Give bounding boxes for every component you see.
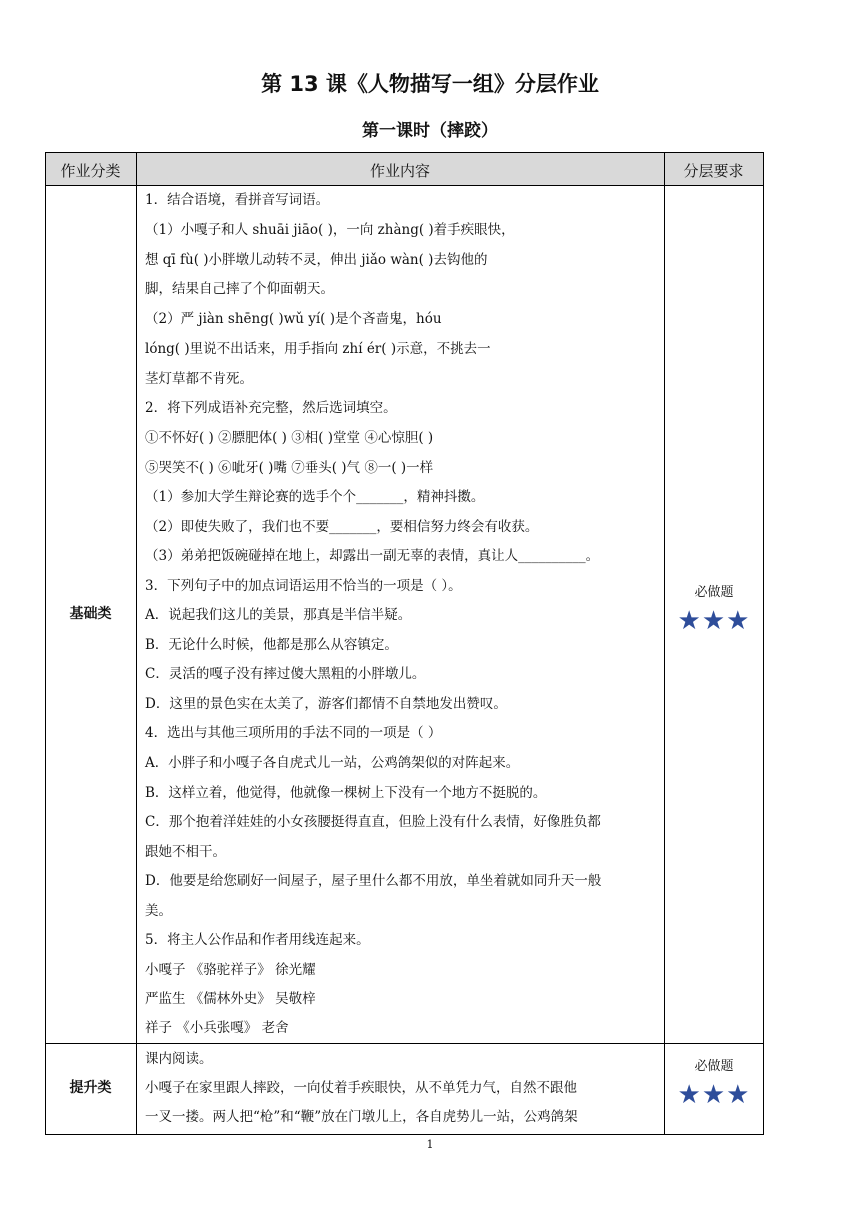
document-title: 第 13 课《人物描写一组》分层作业: [261, 72, 599, 96]
content-line: 4．选出与其他三项所用的手法不同的一项是（ ）: [145, 725, 442, 741]
row-category-basic: 基础类: [69, 606, 112, 622]
content-line: 2．将下列成语补充完整，然后选词填空。: [145, 400, 397, 416]
star-rating-basic: ★★★: [677, 606, 751, 636]
star-rating-advanced: ★★★: [677, 1080, 751, 1110]
header-category: 作业分类: [60, 162, 121, 180]
table-border-top: [45, 152, 764, 153]
advanced-content: [145, 1044, 657, 1134]
content-line: A．小胖子和小嘎子各自虎式儿一站，公鸡鸽架似的对阵起来。: [145, 755, 520, 771]
content-line: 跟她不相干。: [145, 844, 226, 860]
content-line: （1）参加大学生辩论赛的选手个个_______，精神抖擞。: [145, 489, 485, 505]
content-line: 3．下列句子中的加点词语运用不恰当的一项是（ ）。: [145, 578, 462, 594]
content-line: 严监生 《儒林外史》 吴敬梓: [145, 991, 316, 1007]
table-border-right: [763, 152, 764, 1135]
content-line: 茎灯草都不肯死。: [145, 371, 253, 387]
content-line: 美。: [145, 903, 172, 919]
content-line: ①不怀好( ) ②膘肥体( ) ③相( )堂堂 ④心惊胆( ): [145, 430, 434, 446]
content-line: D．这里的景色实在太美了，游客们都情不自禁地发出赞叹。: [145, 696, 507, 712]
page-number: 1: [426, 1138, 434, 1151]
document-subtitle: 第一课时（摔跤）: [362, 121, 498, 141]
content-line: C．灵活的嘎子没有摔过傻大黑粗的小胖墩儿。: [145, 666, 426, 682]
content-line: B．这样立着，他觉得，他就像一棵树上下没有一个地方不挺脱的。: [145, 785, 547, 801]
content-line: B．无论什么时候，他都是那么从容镇定。: [145, 637, 398, 653]
row-category-advanced: 提升类: [69, 1080, 112, 1096]
content-line: A．说起我们这儿的美景，那真是半信半疑。: [145, 607, 412, 623]
content-line: 一叉一搂。两人把“枪”和“鞭”放在门墩儿上，各自虎势儿一站，公鸡鸽架: [145, 1109, 578, 1125]
table-border-bottom: [45, 1134, 764, 1135]
basic-content: [145, 186, 657, 1042]
content-line: ⑤哭笑不( ) ⑥呲牙( )嘴 ⑦垂头( )气 ⑧一( )一样: [145, 460, 434, 476]
content-line: 课内阅读。: [145, 1051, 213, 1067]
content-line: 想 qī fù( )小胖墩儿动转不灵，伸出 jiǎo wàn( )去钩他的: [145, 252, 488, 268]
content-line: lóng( )里说不出话来，用手指向 zhí ér( )示意，不挑去一: [145, 341, 491, 357]
content-line: （2）即使失败了，我们也不要_______，要相信努力终会有收获。: [145, 519, 539, 535]
content-line: 5．将主人公作品和作者用线连起来。: [145, 932, 370, 948]
content-line: （3）弟弟把饭碗碰掉在地上，却露出一副无辜的表情，真让人__________。: [145, 548, 600, 564]
table-col-divider-2: [664, 152, 665, 1135]
row-requirement-basic: 必做题: [694, 585, 734, 600]
table-border-left: [45, 152, 46, 1135]
header-requirement: 分层要求: [683, 162, 744, 180]
table-col-divider-1: [136, 152, 137, 1135]
content-line: （1）小嘎子和人 shuāi jiāo( )，一向 zhàng( )着手疾眼快，: [145, 222, 515, 238]
content-line: 1．结合语境，看拼音写词语。: [145, 192, 330, 208]
content-line: （2）严 jiàn shēng( )wǔ yí( )是个吝啬鬼，hóu: [145, 311, 442, 327]
content-line: 祥子 《小兵张嘎》 老舍: [145, 1020, 289, 1036]
content-line: 小嘎子 《骆驼祥子》 徐光耀: [145, 962, 316, 978]
header-content: 作业内容: [369, 162, 430, 180]
content-line: 小嘎子在家里跟人摔跤，一向仗着手疾眼快，从不单凭力气，自然不跟他: [145, 1080, 577, 1096]
content-line: 脚，结果自己摔了个仰面朝天。: [145, 281, 334, 297]
content-line: C．那个抱着洋娃娃的小女孩腰挺得直直，但脸上没有什么表情，好像胜负都: [145, 814, 601, 830]
content-line: D．他要是给您刷好一间屋子，屋子里什么都不用放，单坐着就如同升天一般: [145, 873, 602, 889]
row-requirement-advanced: 必做题: [694, 1059, 734, 1074]
